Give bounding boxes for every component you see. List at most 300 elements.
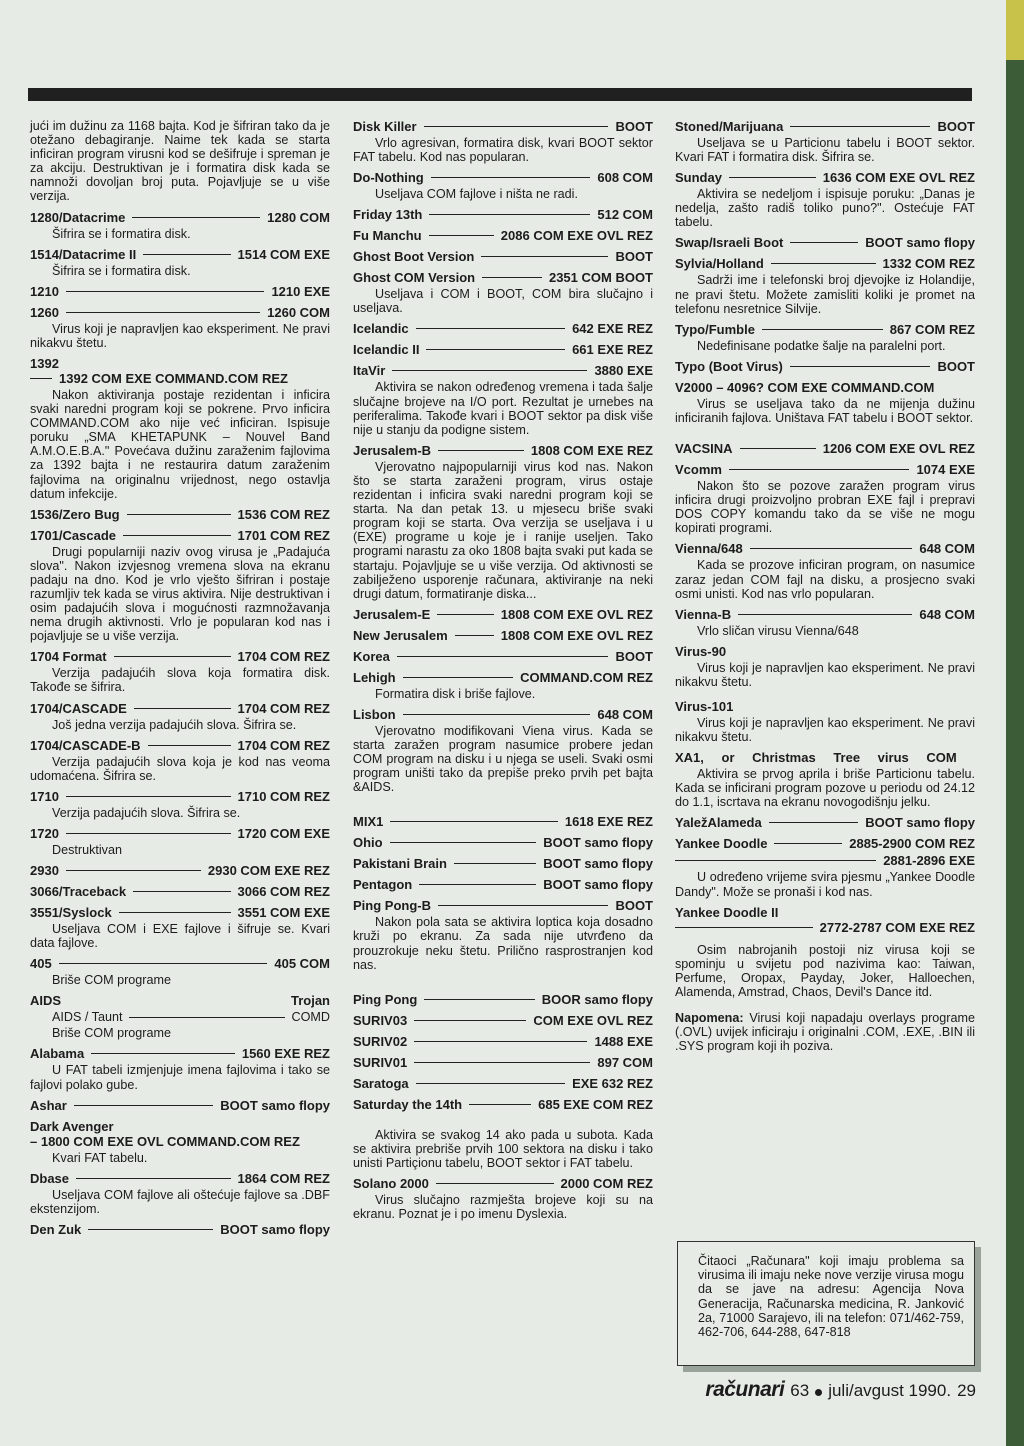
virus-tags: 648 COM	[919, 541, 975, 557]
page-edge-top	[1006, 0, 1024, 60]
virus-name: Vienna-B	[675, 606, 732, 622]
leader-line	[414, 1062, 590, 1063]
virus-entry	[30, 528, 330, 644]
virus-tags: 1332 COM REZ	[882, 256, 975, 272]
virus-entry	[353, 856, 653, 871]
leader-line	[416, 1083, 565, 1084]
leader-line	[133, 891, 230, 892]
virus-tags: 1260 COM	[267, 304, 330, 320]
virus-entry	[30, 956, 330, 987]
leader-line	[114, 656, 231, 657]
virus-tags: BOOT	[937, 358, 975, 374]
virus-entry	[353, 670, 653, 701]
virus-entry	[353, 1176, 653, 1221]
virus-desc: Useljava COM fajlove i ništa ne radi.	[375, 187, 578, 202]
virus-tags: 1636 COM EXE OVL REZ	[822, 170, 975, 186]
leader-line	[59, 963, 268, 964]
virus-tags: 1210 EXE	[271, 283, 330, 299]
virus-name: Icelandic II	[353, 342, 420, 358]
leader-line	[403, 677, 514, 678]
virus-entry	[30, 738, 330, 783]
virus-entry	[353, 649, 653, 664]
virus-name: 1704/CASCADE	[30, 700, 127, 716]
virus-name: Typo/Fumble	[675, 321, 755, 337]
leader-line	[790, 366, 931, 367]
virus-desc: Šifrira se i formatira disk.	[52, 226, 191, 241]
virus-tags: BOOT	[615, 249, 653, 265]
virus-tags: 1392 COM EXE COMMAND.COM REZ	[59, 370, 288, 386]
leader-line	[390, 821, 558, 822]
leader-line	[426, 349, 565, 350]
virus-desc: Aktivira se prvog aprila i briše Particionu tabelu. Kada se inficirani program pozove u periodu od 24.12 do 1.1, iscrtava na ekranu novogodišnju jelku.	[675, 767, 975, 810]
virus-entry	[675, 541, 975, 600]
leader-line	[66, 870, 201, 871]
virus-name: VACSINA	[675, 441, 733, 457]
page-footer	[680, 1378, 976, 1402]
virus-desc: Vjerovatno najpopularniji virus kod nas. Nakon što se starta zaraženi program, virus ostaje rezidentan i inficira svaki naredni program koji se starta. Na dan petak 13. u mjesecu briše svaki program koji se starta. Ova verzija se useljava i u (EXE) programe u koje je i ranije useljen. Tako programi narastu za oko 1808 bajta svaki put kada se startaju. Pojavljuje se u više verzija. Od aktivnosti se zabilježeno usporenje računara, aktiviranje na neki drugi datum, formatiranje diska...	[353, 459, 653, 601]
virus-tags: 1720 COM EXE	[237, 825, 330, 841]
virus-name: 1536/Zero Bug	[30, 506, 120, 522]
virus-desc: Virus se useljava tako da ne mijenja dužinu inficiranih fajlova. Uništava FAT tabelu i BOOT sektor.	[675, 396, 975, 425]
virus-tags: 1514 COM EXE	[237, 246, 330, 262]
virus-tags: BOOT samo flopy	[865, 815, 975, 831]
leader-line	[30, 378, 52, 379]
leader-line	[403, 714, 591, 715]
virus-tags: BOOT samo flopy	[543, 835, 653, 851]
virus-desc: Briše COM programe	[52, 1026, 171, 1041]
page-number: 29	[957, 1381, 976, 1400]
virus-tags: 648 COM	[597, 706, 653, 722]
virus-tags: 642 EXE REZ	[572, 321, 653, 337]
reader-contact-text: Čitaoci „Računara" koji imaju problema sa virusima ili imaju neke nove verzije virusa mogu da se jave na adresu: Agencija Nova Generacija, Računarska medicina, R. Janković 2a, 71000 Sarajevo, ili na telefon: 071/462-759, 462-706, 644-288, 647-818	[698, 1254, 964, 1340]
virus-name: SURIV01	[353, 1054, 408, 1070]
note-text: Virusi koji napadaju overlays programe (.OVL) uvijek inficiraju i originalni .COM, .EXE, .BIN ili .SYS program koji ih poziva.	[675, 1011, 975, 1054]
virus-name: 1280/Datacrime	[30, 209, 126, 225]
leader-line	[436, 1183, 554, 1184]
virus-desc: Nedefinisane podatke šalje na paralelni port.	[697, 338, 946, 353]
virus-entry	[30, 284, 330, 299]
virus-tags: BOOT samo flopy	[543, 877, 653, 893]
virus-name: Virus-90	[675, 643, 727, 659]
virus-name: Lehigh	[353, 669, 396, 685]
virus-tags: 2086 COM EXE OVL REZ	[500, 228, 653, 244]
virus-tags: BOOT	[615, 648, 653, 664]
virus-name: Vcomm	[675, 462, 722, 478]
virus-name: 1392	[30, 355, 59, 371]
leader-line	[143, 254, 230, 255]
virus-entry	[353, 707, 653, 794]
magazine-logo: računari	[705, 1378, 785, 1401]
leader-line	[429, 214, 590, 215]
page-edge	[1006, 0, 1024, 1446]
virus-tags: 512 COM	[597, 207, 653, 223]
virus-entry	[30, 1222, 330, 1237]
virus-desc: Još jedna verzija padajućih slova. Šifrira se.	[52, 717, 297, 732]
virus-name: YaležAlameda	[675, 815, 762, 831]
virus-name: V2000 – 4096? COM EXE COMMAND.COM	[675, 379, 935, 395]
virus-entry	[353, 898, 653, 971]
virus-tags: EXE 632 REZ	[572, 1075, 653, 1091]
virus-tags: 3880 EXE	[594, 363, 653, 379]
virus-name: Yankee Doodle	[675, 836, 768, 852]
leader-line	[74, 1105, 213, 1106]
leader-line	[88, 1229, 213, 1230]
virus-entry	[30, 826, 330, 857]
virus-entry	[353, 877, 653, 892]
virus-name: Lisbon	[353, 706, 396, 722]
intro-text: jući im dužinu za 1168 bajta. Kod je šifriran tako da je otežano debagiranje. Naime tek kada se starta inficiran program virusni kod se dešifruje i spreman je za akciju. Destruktivan je i formatira disk kada se namnoži dovoljan broj puta. Pojavljuje se u više verzija.	[30, 119, 330, 204]
leader-line	[76, 1178, 230, 1179]
virus-desc: Briše COM programe	[52, 973, 171, 988]
virus-name: 1514/Datacrime II	[30, 246, 137, 262]
virus-name: 405	[30, 956, 52, 972]
virus-desc: Aktivira se nedeljom i ispisuje poruku: „Danas je nedelja, zašto radiš toliko puno?". Ostećuje FAT tabelu.	[675, 187, 975, 230]
virus-entry-xa1	[675, 750, 975, 809]
virus-name: Ohio	[353, 835, 383, 851]
virus-desc: Kada se prozove inficiran program, on nasumice zaraz jedan COM fajl na disku, a prosjecno svaki osmi unisti. Kod nas vrlo popularan.	[675, 558, 975, 601]
virus-tags: 2930 COM EXE REZ	[207, 863, 330, 878]
leader-line	[392, 370, 587, 371]
virus-entry	[353, 1055, 653, 1070]
virus-name: Vienna/648	[675, 541, 743, 557]
virus-tags: 3551 COM EXE	[237, 905, 330, 920]
leader-line	[769, 822, 858, 823]
virus-desc: Useljava COM i EXE fajlove i šifruje se. Kvari data fajlove.	[30, 922, 330, 951]
virus-tags: 1808 COM EXE OVL REZ	[500, 606, 653, 622]
virus-name: Do-Nothing	[353, 170, 424, 186]
virus-name: SURIV03	[353, 1012, 408, 1028]
virus-desc: Nakon aktiviranja postaje rezidentan i inficira svaki naredni program koji se pokrene. Prvo inficira COMMAND.COM ako nije već inficiran. Ispisuje poruku „SMA KHETAPUNK – Nouvel Band A.M.O.E.B.A." Povećava dužinu zaraženim fajlovima za 1392 bajta i ne restaurira datum zaraženim fajlovima na originalnu vrijednost, nego ostavlja datum infekcije.	[30, 387, 330, 501]
virus-name: ItaVir	[353, 363, 386, 379]
virus-name: Jerusalem-B	[353, 442, 432, 458]
leader-line	[424, 999, 534, 1000]
virus-name: Solano 2000	[353, 1176, 429, 1191]
virus-entry	[30, 210, 330, 241]
virus-name: Ping Pong	[353, 991, 418, 1007]
virus-tags: BOOT samo flopy	[543, 856, 653, 872]
virus-desc: Virus koji je napravljen kao eksperiment. Ne pravi nikakvu štetu.	[675, 715, 975, 745]
virus-entry	[30, 701, 330, 732]
leader-line	[127, 514, 231, 515]
virus-tags: 648 COM	[919, 606, 975, 622]
note-label: Napomena:	[675, 1011, 744, 1025]
virus-tags: 2000 COM REZ	[560, 1176, 653, 1191]
virus-entry-yankee-doodle-ii	[675, 905, 975, 935]
virus-entry	[353, 363, 653, 436]
virus-name: Friday 13th	[353, 207, 423, 223]
yankee-tags-2: 2881-2896 EXE	[883, 853, 975, 869]
virus-tags: 2772-2787 COM EXE REZ	[819, 919, 975, 935]
virus-entry	[30, 649, 330, 694]
virus-entry	[353, 119, 653, 164]
virus-entry	[353, 1034, 653, 1049]
virus-name: Ghost Boot Version	[353, 249, 475, 265]
virus-name: 1210	[30, 283, 59, 299]
leader-line	[119, 912, 231, 913]
column-2	[353, 119, 653, 1223]
virus-name: XA1, or Christmas Tree virus COM	[675, 750, 957, 766]
virus-entry	[353, 1013, 653, 1028]
leader-line	[148, 745, 231, 746]
virus-entry	[353, 207, 653, 222]
virus-desc: Drugi popularniji naziv ovog virusa je „Padajuća slova". Nakon izvjesnog vremena slova na ekranu padaju na dno. Kod je vrlo vješto šifriran i postaje razumljiv tek kada se virus aktivira. Nije destruktivan i osim padajućih slova i mogućnosti razmnožavanja nema drugih aktivnosti. Vrlo je popularan kod nas i pojavljuje se u više verzija.	[30, 544, 330, 644]
leader-line	[397, 656, 609, 657]
virus-tags: 1704 COM REZ	[237, 649, 330, 665]
yankee-desc: U određeno vrijeme svira pjesmu „Yankee Doodle Dandy". Može se pronaši i kod nas.	[675, 870, 975, 899]
issue-date: juli/avgust 1990.	[828, 1381, 952, 1400]
virus-tags: Trojan	[290, 993, 330, 1009]
virus-name: 1704 Format	[30, 649, 107, 665]
leader-line	[424, 126, 609, 127]
virus-entry	[30, 884, 330, 899]
virus-entry	[30, 789, 330, 820]
header-bar	[28, 88, 972, 101]
virus-entry	[353, 270, 653, 315]
virus-entry	[30, 1171, 330, 1216]
virus-desc: Aktivira se nakon određenog vremena i tada šalje slučajne brojeve na I/O port. Rezultat je urnebes na periferalima. Takođe kvari i BOOT sektor pa disk više nije u stanju da podigne sistem.	[353, 380, 653, 437]
virus-name: Icelandic	[353, 321, 409, 337]
leader-line	[91, 1053, 235, 1054]
leader-line	[390, 842, 537, 843]
virus-tags: 1710 COM REZ	[237, 788, 330, 804]
virus-tags: BOOT	[937, 119, 975, 134]
virus-entry	[30, 863, 330, 878]
virus-name: Ping Pong-B	[353, 898, 431, 914]
virus-entry	[675, 607, 975, 638]
virus-entry	[30, 507, 330, 522]
leader-line	[729, 469, 909, 470]
virus-tags: 1206 COM EXE OVL REZ	[822, 441, 975, 457]
virus-entry-virus-101	[675, 699, 975, 744]
virus-entry	[353, 814, 653, 829]
virus-name: Dark Avenger	[30, 1118, 114, 1134]
virus-desc: Useljava se u Particionu tabelu i BOOT sektor. Kvari FAT i formatira disk. Šifrira se.	[675, 136, 975, 165]
virus-name: Pakistani Brain	[353, 856, 447, 872]
virus-tags: 1280 COM	[267, 209, 330, 225]
virus-entry	[675, 462, 975, 535]
virus-tags: 1704 COM REZ	[237, 737, 330, 753]
virus-name: SURIV02	[353, 1033, 408, 1049]
virus-tags: 897 COM	[597, 1054, 653, 1070]
leader-line	[750, 548, 913, 549]
virus-entry	[353, 443, 653, 601]
note	[675, 1011, 975, 1053]
virus-desc: Vrlo agresivan, formatira disk, kvari BOOT sektor FAT tabelu. Kod nas popularan.	[353, 136, 653, 165]
leader-line	[790, 126, 930, 127]
virus-desc: Šifrira se i formatira disk.	[52, 263, 191, 278]
virus-desc: Kvari FAT tabelu.	[52, 1150, 148, 1165]
leader-line	[482, 277, 542, 278]
virus-entry-dark-avenger	[30, 1119, 330, 1165]
leader-line	[414, 1041, 587, 1042]
virus-entry	[675, 836, 975, 851]
virus-entry-aids	[30, 993, 330, 1040]
virus-tags: 2885-2900 COM REZ	[849, 836, 975, 852]
virus-tags: 1701 COM REZ	[237, 527, 330, 543]
virus-name: Sylvia/Holland	[675, 256, 764, 272]
bullet-icon	[815, 1389, 822, 1396]
virus-name: Swap/Israeli Boot	[675, 235, 784, 251]
virus-tags: BOOT	[615, 119, 653, 134]
virus-desc: Verzija padajućih slova. Šifrira se.	[52, 805, 241, 820]
virus-name: 3551/Syslock	[30, 905, 112, 920]
leader-line	[416, 328, 565, 329]
virus-entry-v2000	[675, 380, 975, 425]
column-1	[30, 119, 330, 1239]
virus-entry	[353, 1076, 653, 1091]
virus-name: 3066/Traceback	[30, 884, 127, 899]
virus-name: New Jerusalem	[353, 627, 448, 643]
virus-name: Ashar	[30, 1097, 67, 1113]
virus-name: 1260	[30, 304, 59, 320]
leader-line	[762, 329, 883, 330]
virus-entry	[353, 321, 653, 336]
virus-desc: Useljava COM fajlove ali oštećuje fajlove sa .DBF ekstenzijom.	[30, 1187, 330, 1216]
virus-name: 1720	[30, 825, 59, 841]
virus-entry	[353, 249, 653, 264]
leader-line	[437, 614, 493, 615]
virus-desc: Destruktivan	[52, 842, 122, 857]
virus-tags: 3066 COM REZ	[237, 884, 330, 899]
virus-entry	[353, 1097, 653, 1112]
virus-desc: Vrlo sličan virusu Vienna/648	[697, 623, 859, 638]
virus-name: MIX1	[353, 814, 384, 830]
leader-line	[134, 708, 231, 709]
virus-entry-virus-90	[675, 644, 975, 689]
virus-name: Stoned/Marijuana	[675, 119, 784, 134]
virus-alias: AIDS / Taunt	[52, 1010, 123, 1025]
virus-desc: Useljava i COM i BOOT, COM bira slučajno i useljava.	[353, 287, 653, 316]
virus-entry	[30, 905, 330, 950]
virus-name: Saturday the 14th	[353, 1096, 463, 1112]
virus-name: Disk Killer	[353, 119, 417, 134]
leader-line	[729, 177, 816, 178]
leader-line	[431, 177, 591, 178]
virus-tags: BOOT samo flopy	[865, 235, 975, 251]
leader-line	[123, 535, 231, 536]
virus-entry	[30, 305, 330, 350]
virus-tags: 685 EXE COM REZ	[538, 1096, 653, 1112]
virus-desc: Nakon pola sata se aktivira loptica koja dosadno kruži po ekranu. Za sada nije utvrđeno da prouzrokuje neku štetu. Prilično rasprostranjen kod nas.	[353, 915, 653, 972]
virus-entry	[675, 815, 975, 830]
column-3	[675, 119, 975, 1053]
leader-line	[469, 1104, 531, 1105]
leader-line	[66, 291, 265, 292]
virus-entry	[353, 228, 653, 243]
virus-name: Saratoga	[353, 1075, 409, 1091]
virus-tags: 1488 EXE	[594, 1033, 653, 1049]
virus-name: 1701/Cascade	[30, 527, 117, 543]
virus-entry	[30, 356, 330, 501]
virus-name: Den Zuk	[30, 1221, 82, 1237]
closing-text: Osim nabrojanih postoji niz virusa koji se spominju u svijetu pod nazivima kao: Taiwan, Perfume, Oropax, Payday, Joker, Halloechen, Alamenda, Amstrad, Chaos, Devil's Dance itd.	[675, 942, 975, 999]
reader-contact-box	[677, 1241, 975, 1366]
issue-number: 63	[790, 1381, 810, 1400]
leader-line	[790, 242, 858, 243]
leader-line	[66, 796, 231, 797]
virus-tags: 405 COM	[274, 956, 330, 972]
virus-name: Typo (Boot Virus)	[675, 358, 783, 374]
virus-name: Fu Manchu	[353, 228, 422, 244]
virus-desc: U FAT tabeli izmjenjuje imena fajlovima i tako se fajlovi polako gube.	[30, 1063, 330, 1092]
virus-tags: 661 EXE REZ	[572, 342, 653, 358]
leader-line	[454, 863, 536, 864]
leader-line	[771, 263, 876, 264]
saturday-desc: Aktivira se svakog 14 ako pada u subota. Kada se aktivira prebriše prvih 100 sektora na disku i tako unisti Partiçionu tabelu, BOOT sektor i FAT tabelu.	[353, 1127, 653, 1170]
leader-line	[740, 448, 816, 449]
virus-name: Yankee Doodle II	[675, 904, 779, 920]
leader-line	[455, 635, 494, 636]
virus-name: AIDS	[30, 993, 62, 1009]
virus-entry	[675, 235, 975, 250]
virus-entry	[30, 247, 330, 278]
virus-name: Korea	[353, 648, 390, 664]
virus-name: Sunday	[675, 170, 722, 186]
virus-tags: 1704 COM REZ	[237, 700, 330, 716]
virus-name: Alabama	[30, 1046, 85, 1062]
leader-line	[66, 312, 260, 313]
virus-entry	[675, 441, 975, 456]
virus-desc: Nakon što se pozove zaražen program virus inficira drugi proizvoljno probran EXE fajl i prepravi DOS COPY komandu tako da se više ne mogu kopirati programi.	[675, 479, 975, 536]
virus-desc: Verzija padajućih slova koja formatira disk. Takođe se šifrira.	[30, 666, 330, 695]
virus-name: Ghost COM Version	[353, 270, 476, 286]
virus-tags: – 1800 COM EXE OVL COMMAND.COM REZ	[30, 1133, 300, 1149]
virus-tags: 1560 EXE REZ	[241, 1046, 330, 1062]
leader-line	[774, 843, 842, 844]
virus-tags: 2351 COM BOOT	[548, 270, 653, 286]
virus-alias-tags: COMD	[291, 1010, 330, 1025]
virus-entry	[30, 1098, 330, 1113]
virus-entry	[353, 342, 653, 357]
virus-name: Jerusalem-E	[353, 606, 431, 622]
virus-desc: Formatira disk i briše fajlove.	[375, 686, 536, 701]
virus-tags: BOOT samo flopy	[220, 1221, 330, 1237]
virus-desc: Virus koji je napravljen kao eksperiment. Ne pravi nikakvu štetu.	[675, 660, 975, 689]
leader-line	[419, 884, 536, 885]
virus-tags: 1074 EXE	[916, 462, 975, 478]
virus-entry	[30, 1046, 330, 1091]
virus-tags: 1536 COM REZ	[237, 506, 330, 522]
virus-tags: BOOT samo flopy	[220, 1097, 330, 1113]
virus-tags: 867 COM REZ	[889, 321, 975, 337]
leader-line	[438, 450, 524, 451]
virus-name: 1704/CASCADE-B	[30, 737, 141, 753]
leader-line	[481, 256, 608, 257]
virus-entry	[675, 322, 975, 353]
virus-name: 1710	[30, 788, 59, 804]
leader-line	[132, 217, 260, 218]
virus-tags: COMMAND.COM REZ	[520, 669, 653, 685]
virus-entry	[675, 256, 975, 315]
virus-tags: BOOT	[615, 898, 653, 914]
virus-tags: 608 COM	[597, 170, 653, 186]
virus-entry	[353, 992, 653, 1007]
leader-line	[738, 614, 912, 615]
virus-tags: 1618 EXE REZ	[564, 814, 653, 830]
leader-line	[429, 235, 494, 236]
virus-entry	[353, 835, 653, 850]
virus-desc: Verzija padajućih slova koja je kod nas veoma udomaćena. Šifrira se.	[30, 754, 330, 783]
virus-name: 2930	[30, 863, 59, 878]
virus-tags: 1808 COM EXE REZ	[530, 442, 653, 458]
virus-tags: 1808 COM EXE OVL REZ	[500, 627, 653, 643]
virus-entry	[353, 607, 653, 622]
virus-tags: 1864 COM REZ	[237, 1170, 330, 1186]
virus-entry	[353, 628, 653, 643]
leader-line	[438, 905, 608, 906]
virus-desc: Vjerovatno modifikovani Viena virus. Kada se starta zaražen program nasumice probere jedan COM program na disku i u njega se useli. Svaki osmi program uništi tako da prepiše preko prvih pet bajta &AIDS.	[353, 723, 653, 795]
virus-desc: Virus slučajno razmješta brojeve koji su na ekranu. Poznat je i po imenu Dyslexia.	[353, 1193, 653, 1222]
